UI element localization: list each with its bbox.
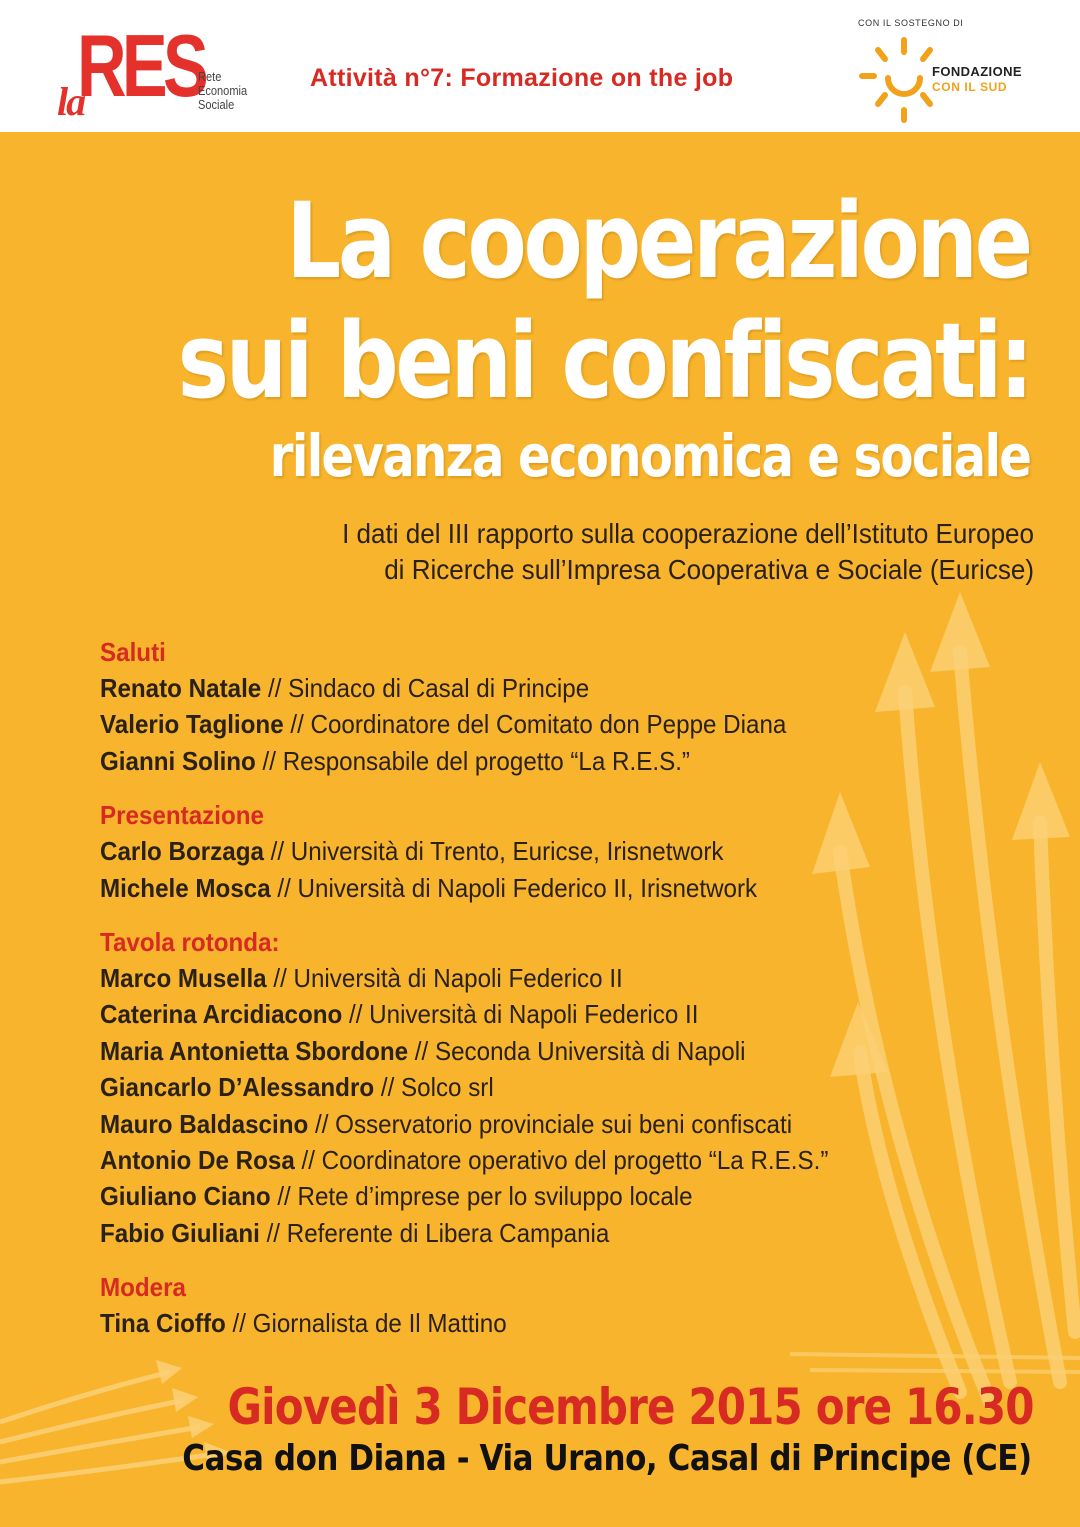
logo-res-text: RES bbox=[77, 16, 205, 115]
logo-sub-line: Sociale bbox=[198, 97, 235, 112]
section-heading: Presentazione bbox=[100, 800, 264, 831]
sun-icon bbox=[858, 34, 948, 124]
speaker-role: // Referente di Libera Campania bbox=[259, 1217, 610, 1248]
speaker-role: // Rete d’imprese per lo sviluppo locale bbox=[270, 1181, 693, 1212]
program bbox=[100, 634, 1000, 1341]
speaker-role: // Università di Napoli Federico II bbox=[266, 962, 623, 993]
speaker-role: // Coordinatore operativo del progetto “La R.E.S.” bbox=[294, 1144, 829, 1175]
speaker-name: Gianni Solino bbox=[100, 745, 256, 776]
speaker-row bbox=[100, 870, 937, 906]
speaker-row bbox=[100, 833, 937, 869]
header bbox=[0, 0, 1080, 132]
intro-text bbox=[342, 516, 1034, 588]
activity-title: Attività n°7: Formazione on the job bbox=[310, 64, 734, 92]
section-heading: Modera bbox=[100, 1272, 186, 1303]
logo-sub-line: Economia bbox=[198, 83, 248, 98]
speaker-row bbox=[100, 670, 937, 706]
program-section-presentazione bbox=[100, 797, 1000, 906]
speaker-role: // Sindaco di Casal di Principe bbox=[261, 673, 590, 703]
speaker-row bbox=[100, 960, 937, 996]
speaker-role: // Università di Napoli Federico II, Irisnetwork bbox=[270, 872, 758, 903]
logo-subtitle bbox=[198, 70, 247, 112]
speaker-row bbox=[100, 1106, 937, 1142]
speaker-name: Antonio De Rosa bbox=[100, 1144, 295, 1175]
speaker-row bbox=[100, 706, 937, 742]
speaker-role: // Solco srl bbox=[374, 1072, 494, 1103]
logo-la-text: la bbox=[57, 79, 85, 124]
speaker-row bbox=[100, 1215, 937, 1251]
speaker-name: Giuliano Ciano bbox=[100, 1181, 271, 1212]
speaker-row bbox=[100, 1033, 937, 1069]
title-line-1: La cooperazione bbox=[286, 180, 1030, 302]
la-res-logo bbox=[55, 16, 265, 128]
speaker-name: Giancarlo D’Alessandro bbox=[100, 1072, 375, 1103]
section-heading: Saluti bbox=[100, 637, 166, 667]
speaker-name: Michele Mosca bbox=[100, 872, 271, 903]
title-line-2: sui beni confiscati: bbox=[177, 300, 1030, 422]
speaker-row bbox=[100, 743, 937, 779]
intro-line: di Ricerche sull’Impresa Cooperativa e Sociale (Euricse) bbox=[384, 554, 1034, 585]
program-section-saluti bbox=[100, 634, 1000, 779]
speaker-role: // Giornalista de Il Mattino bbox=[225, 1308, 507, 1339]
title-line-3: rilevanza economica e sociale bbox=[269, 422, 1030, 490]
speaker-role: // Università di Trento, Euricse, Irisnetwork bbox=[263, 836, 724, 867]
speaker-name: Carlo Borzaga bbox=[100, 836, 264, 867]
event-date: Giovedì 3 Dicembre 2015 ore 16.30 bbox=[227, 1378, 1034, 1436]
speaker-name: Maria Antonietta Sbordone bbox=[100, 1035, 409, 1066]
speaker-role: // Osservatorio provinciale sui beni confiscati bbox=[308, 1108, 793, 1139]
program-section-tavola-rotonda bbox=[100, 924, 1000, 1251]
speaker-name: Renato Natale bbox=[100, 673, 262, 703]
speaker-row bbox=[100, 1142, 937, 1178]
poster-body bbox=[0, 132, 1080, 1527]
intro-line: I dati del III rapporto sulla cooperazione dell’Istituto Europeo bbox=[342, 518, 1034, 549]
sponsor-caption: CON IL SOSTEGNO DI bbox=[858, 18, 964, 28]
speaker-row bbox=[100, 1069, 937, 1105]
speaker-name: Fabio Giuliani bbox=[100, 1217, 260, 1248]
speaker-name: Tina Cioffo bbox=[100, 1308, 226, 1339]
speaker-row bbox=[100, 1305, 937, 1341]
program-section-modera bbox=[100, 1269, 1000, 1341]
logo-sub-line: Rete bbox=[198, 69, 222, 84]
speaker-role: // Università di Napoli Federico II bbox=[342, 999, 699, 1030]
speaker-name: Mauro Baldascino bbox=[100, 1108, 309, 1139]
speaker-name: Valerio Taglione bbox=[100, 709, 284, 740]
speaker-name: Caterina Arcidiacono bbox=[100, 999, 343, 1030]
speaker-row bbox=[100, 996, 937, 1032]
speaker-role: // Responsabile del progetto “La R.E.S.” bbox=[255, 745, 690, 776]
sponsor-name-line2: CON IL SUD bbox=[932, 80, 1008, 94]
section-heading: Tavola rotonda: bbox=[100, 926, 280, 957]
speaker-role: // Coordinatore del Comitato don Peppe Diana bbox=[283, 709, 787, 740]
event-venue: Casa don Diana - Via Urano, Casal di Principe (CE) bbox=[182, 1438, 1032, 1479]
sponsor-name-line1: FONDAZIONE bbox=[932, 64, 1022, 79]
speaker-row bbox=[100, 1178, 937, 1214]
speaker-name: Marco Musella bbox=[100, 962, 267, 993]
speaker-role: // Seconda Università di Napoli bbox=[408, 1035, 746, 1066]
